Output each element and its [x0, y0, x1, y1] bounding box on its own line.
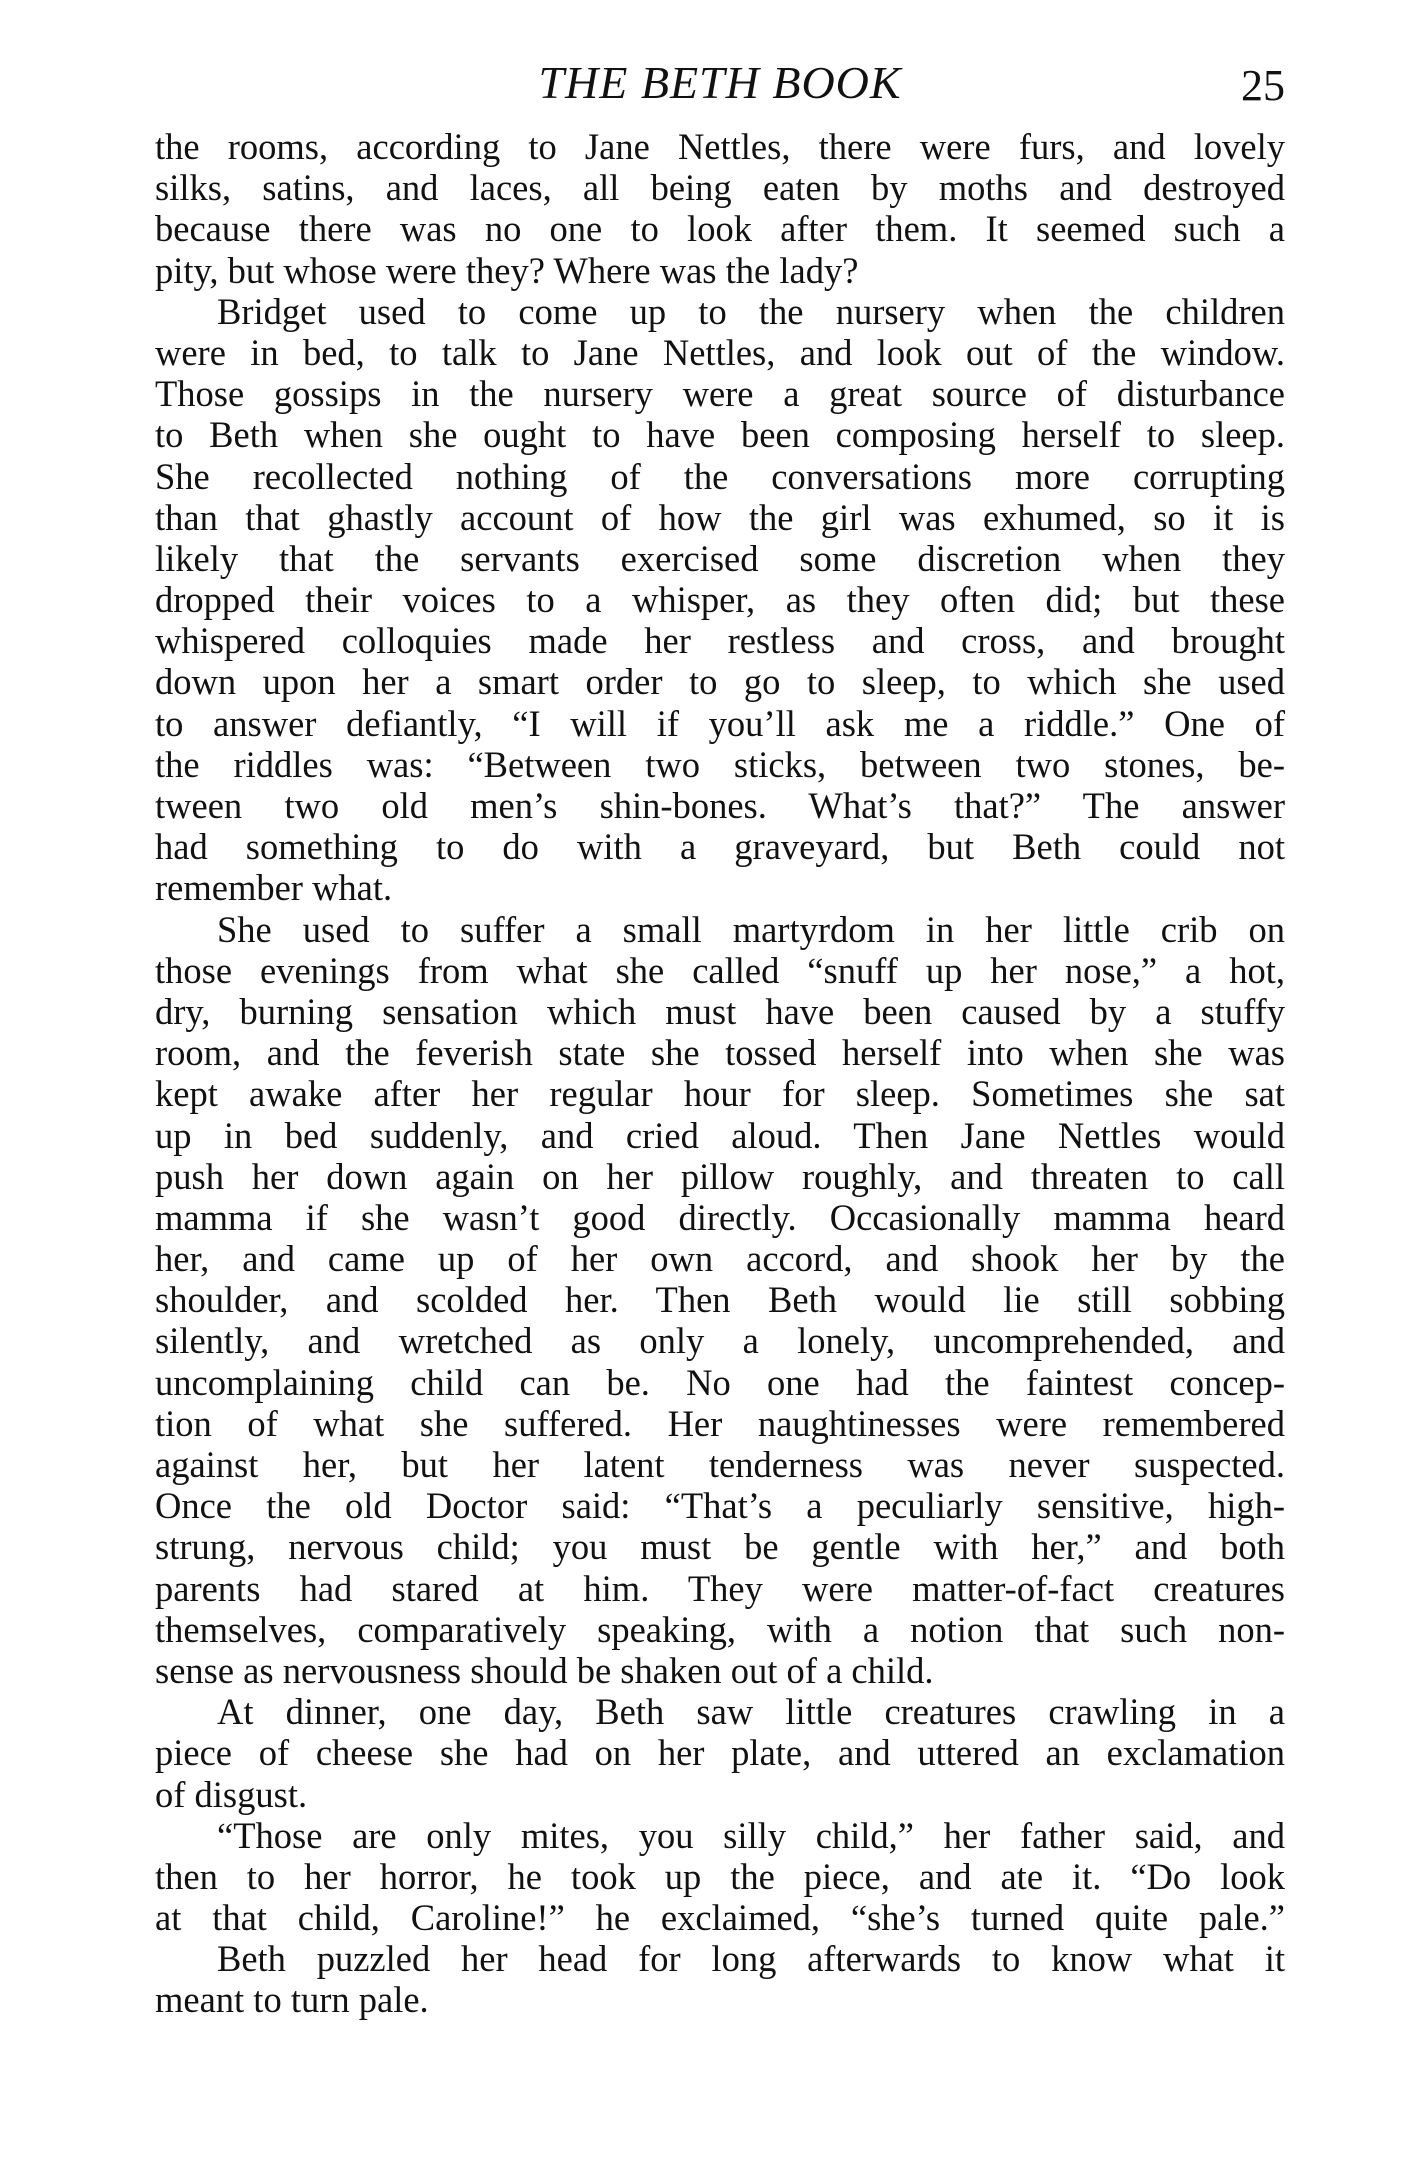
text-line: kept awake after her regular hour for sleep. Sometimes she sat: [155, 1073, 1285, 1115]
text-line: likely that the servants exercised some discretion when they: [155, 537, 1285, 579]
paragraph-start-line: “Those are only mites, you silly child,” her father said, and: [217, 1814, 1285, 1856]
text-line: tion of what she suffered. Her naughtinesses were remembered: [155, 1402, 1285, 1444]
text-line: dropped their voices to a whisper, as they often did; but these: [155, 579, 1285, 621]
text-line: Those gossips in the nursery were a great source of disturbance: [155, 373, 1285, 415]
text-line: the rooms, according to Jane Nettles, there were furs, and lovely: [155, 126, 1285, 167]
text-line: because there was no one to look after them. It seemed such a: [155, 208, 1285, 250]
text-line: had something to do with a graveyard, but Beth could not: [155, 826, 1285, 868]
text-line: whispered colloquies made her restless and cross, and brought: [155, 620, 1285, 662]
text-line: themselves, comparatively speaking, with a notion that such non-: [155, 1608, 1285, 1650]
text-line: those evenings from what she called “snuff up her nose,” a hot,: [155, 949, 1285, 991]
paragraph-start-line: Bridget used to come up to the nursery when the children: [217, 290, 1285, 332]
text-line: up in bed suddenly, and cried aloud. Then Jane Nettles would: [155, 1114, 1285, 1156]
text-line: silently, and wretched as only a lonely, uncomprehended, and: [155, 1320, 1285, 1362]
text-line: Once the old Doctor said: “That’s a peculiarly sensitive, high-: [155, 1485, 1285, 1527]
text-line: She recollected nothing of the conversations more corrupting: [155, 455, 1285, 497]
text-line: parents had stared at him. They were matter-of-fact creatures: [155, 1567, 1285, 1609]
text-line: piece of cheese she had on her plate, and uttered an exclamation: [155, 1732, 1285, 1774]
text-line: strung, nervous child; you must be gentle with her,” and both: [155, 1526, 1285, 1568]
text-line: remember what.: [155, 867, 393, 909]
paragraph-start-line: She used to suffer a small martyrdom in her little crib on: [217, 908, 1285, 950]
text-line: mamma if she wasn’t good directly. Occasionally mamma heard: [155, 1196, 1285, 1238]
text-line: sense as nervousness should be shaken out of a child.: [155, 1649, 934, 1691]
text-line: then to her horror, he took up the piece, and ate it. “Do look: [155, 1855, 1285, 1897]
text-line: down upon her a smart order to go to sleep, to which she used: [155, 661, 1285, 703]
text-line: the riddles was: “Between two sticks, between two stones, be-: [155, 743, 1285, 785]
body-text: [155, 126, 1285, 2021]
text-line: shoulder, and scolded her. Then Beth would lie still sobbing: [155, 1279, 1285, 1321]
text-line: tween two old men’s shin-bones. What’s that?” The answer: [155, 785, 1285, 826]
running-head: [155, 56, 1285, 110]
text-line: her, and came up of her own accord, and shook her by the: [155, 1238, 1285, 1280]
text-line: at that child, Caroline!” he exclaimed, “she’s turned quite pale.”: [155, 1897, 1285, 1939]
text-line: push her down again on her pillow roughly, and threaten to call: [155, 1155, 1285, 1197]
text-line: dry, burning sensation which must have been caused by a stuffy: [155, 990, 1285, 1032]
paragraph-start-line: At dinner, one day, Beth saw little creatures crawling in a: [217, 1691, 1285, 1733]
running-title: THE BETH BOOK: [538, 57, 902, 108]
text-line: uncomplaining child can be. No one had the faintest concep-: [155, 1361, 1285, 1403]
text-line: silks, satins, and laces, all being eaten by moths and destroyed: [155, 167, 1285, 209]
text-line: against her, but her latent tenderness was never suspected.: [155, 1444, 1285, 1485]
text-line: pity, but whose were they? Where was the lady?: [155, 249, 859, 291]
text-line: to answer defiantly, “I will if you’ll ask me a riddle.” One of: [155, 702, 1285, 744]
paragraph-start-line: Beth puzzled her head for long afterwards to know what it: [217, 1938, 1285, 1980]
text-line: than that ghastly account of how the girl was exhumed, so it is: [155, 496, 1285, 538]
text-line: meant to turn pale.: [155, 1979, 429, 2021]
page-number: 25: [1241, 61, 1285, 110]
text-line: were in bed, to talk to Jane Nettles, and look out of the window.: [155, 331, 1285, 373]
text-line: of disgust.: [155, 1773, 308, 1815]
text-line: room, and the feverish state she tossed herself into when she was: [155, 1032, 1285, 1074]
text-line: to Beth when she ought to have been composing herself to sleep.: [155, 414, 1285, 456]
